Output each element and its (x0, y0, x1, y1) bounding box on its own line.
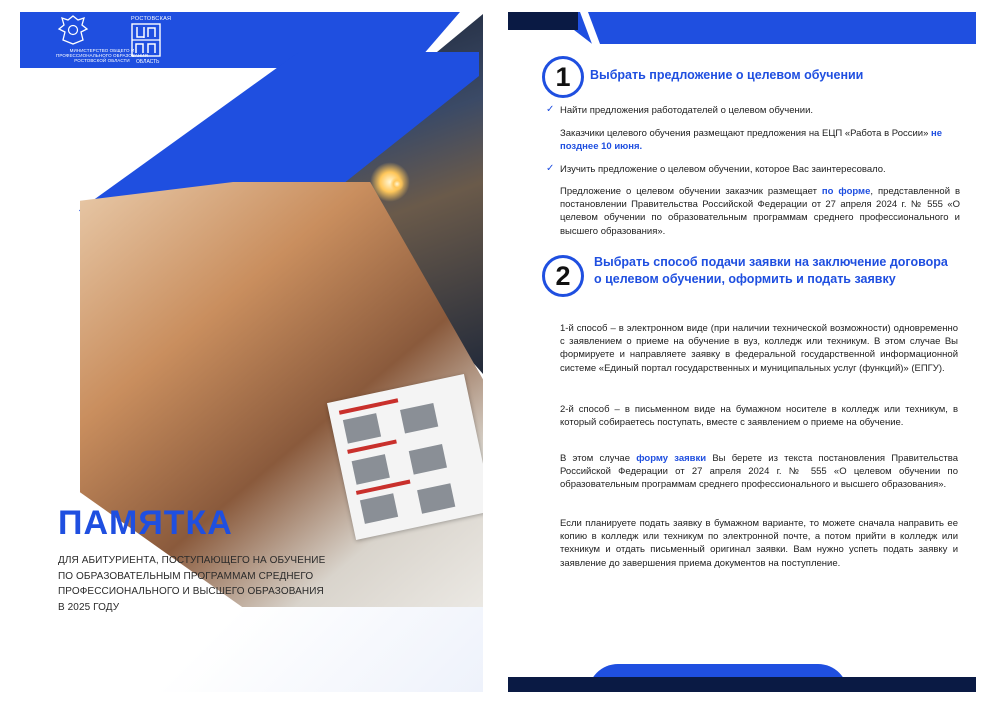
text: Вы берете из текста постановления Правительства Российской Федерации от 27 апреля 2024 г. № 555 «О целевом обучении по образовательным программам среднего профессионального и высшего образования». (560, 453, 958, 491)
text: В этом случае (560, 453, 630, 464)
subtitle-line: ПРОФЕССИОНАЛЬНОГО И ВЫСШЕГО ОБРАЗОВАНИЯ (58, 586, 324, 597)
check-item (546, 163, 960, 175)
page-title: ПАМЯТКА (58, 504, 233, 542)
page-subtitle (58, 553, 358, 615)
check-text: Найти предложения работодателей о целевом обучении. (560, 105, 814, 116)
paragraph (560, 185, 960, 238)
check-icon: ✓ (546, 104, 555, 115)
subtitle-line: ПО ОБРАЗОВАТЕЛЬНЫМ ПРОГРАММАМ СРЕДНЕГО (58, 570, 314, 582)
ministry-caption: МИНИСТЕРСТВО ОБЩЕГО И ПРОФЕССИОНАЛЬНОГО ОБРАЗОВАНИЯ РОСТОВСКОЙ ОБЛАСТИ (56, 48, 148, 63)
booklet-image (327, 374, 483, 540)
step-2-title: Выбрать способ подачи заявки на заключение договора о целевом обучении, оформить и подать заявку (594, 255, 948, 286)
bottom-decoration (20, 607, 483, 692)
bottom-bar (508, 677, 976, 692)
paragraph: 1-й способ – в электронном виде (при наличии технической возможности) одновременно с заявлением о приеме на обучение в вуз, колледж или техникум. В этом случае Вы формируете и направляете заявку в федеральной государственной информационной системе «Единый портал государственных и муниципальных услуг (функций)» (ЕПГУ). (560, 323, 958, 374)
paragraph: 2-й способ – в письменном виде на бумажном носителе в колледж или техникум, в который собираетесь поступать, вместе с заявлением о приеме на обучение. (560, 404, 958, 429)
text: , представленной в постановлении Правительства Российской Федерации от 27 апреля 2024 г. № 555 «О целевом обучении по образовательным программам среднего профессионального и высшего образования». (560, 186, 961, 237)
step-2-number: 2 (542, 255, 584, 297)
deadline-highlight: не позднее 10 июня. (560, 128, 943, 153)
cpp-region-bottom: ОБЛАСТЬ (136, 59, 160, 65)
paragraph: Если планируете подать заявку в бумажном варианте, то можете сначала направить ее копию в колледж или техникум по электронной почте, а потом прийти в колледж или техникум и отдать письменный оригинал заявки. Вам нужно успеть подать заявку и заявление до завершения приема документов на поступление. (560, 518, 958, 569)
paragraph (560, 452, 958, 492)
step-1-number: 1 (542, 56, 584, 98)
crest-icon (54, 14, 92, 46)
form-link[interactable]: форму заявки (636, 453, 707, 464)
check-item (546, 104, 960, 116)
step-1-title: Выбрать предложение о целевом обучении (590, 68, 864, 82)
top-bar-accent (508, 12, 578, 30)
instructions-page (508, 12, 976, 692)
spark-core (390, 177, 404, 191)
text: Предложение о целевом обучении заказчик размещает (560, 186, 817, 197)
paragraph (560, 127, 960, 153)
cover-page (20, 12, 483, 692)
top-bar (508, 12, 976, 44)
subtitle-line: ДЛЯ АБИТУРИЕНТА, ПОСТУПАЮЩЕГО НА ОБУЧЕНИЕ (58, 555, 326, 566)
form-link[interactable]: по форме (821, 186, 871, 197)
cpp-logo-icon (131, 23, 161, 57)
text: Заказчики целевого обучения размещают предложения на ЕЦП «Работа в России» (560, 128, 929, 139)
subtitle-line: В 2025 ГОДУ (58, 601, 120, 613)
check-icon: ✓ (546, 163, 555, 174)
check-text: Изучить предложение о целевом обучении, которое Вас заинтересовало. (560, 164, 886, 175)
cpp-region-top: РОСТОВСКАЯ (131, 16, 172, 22)
